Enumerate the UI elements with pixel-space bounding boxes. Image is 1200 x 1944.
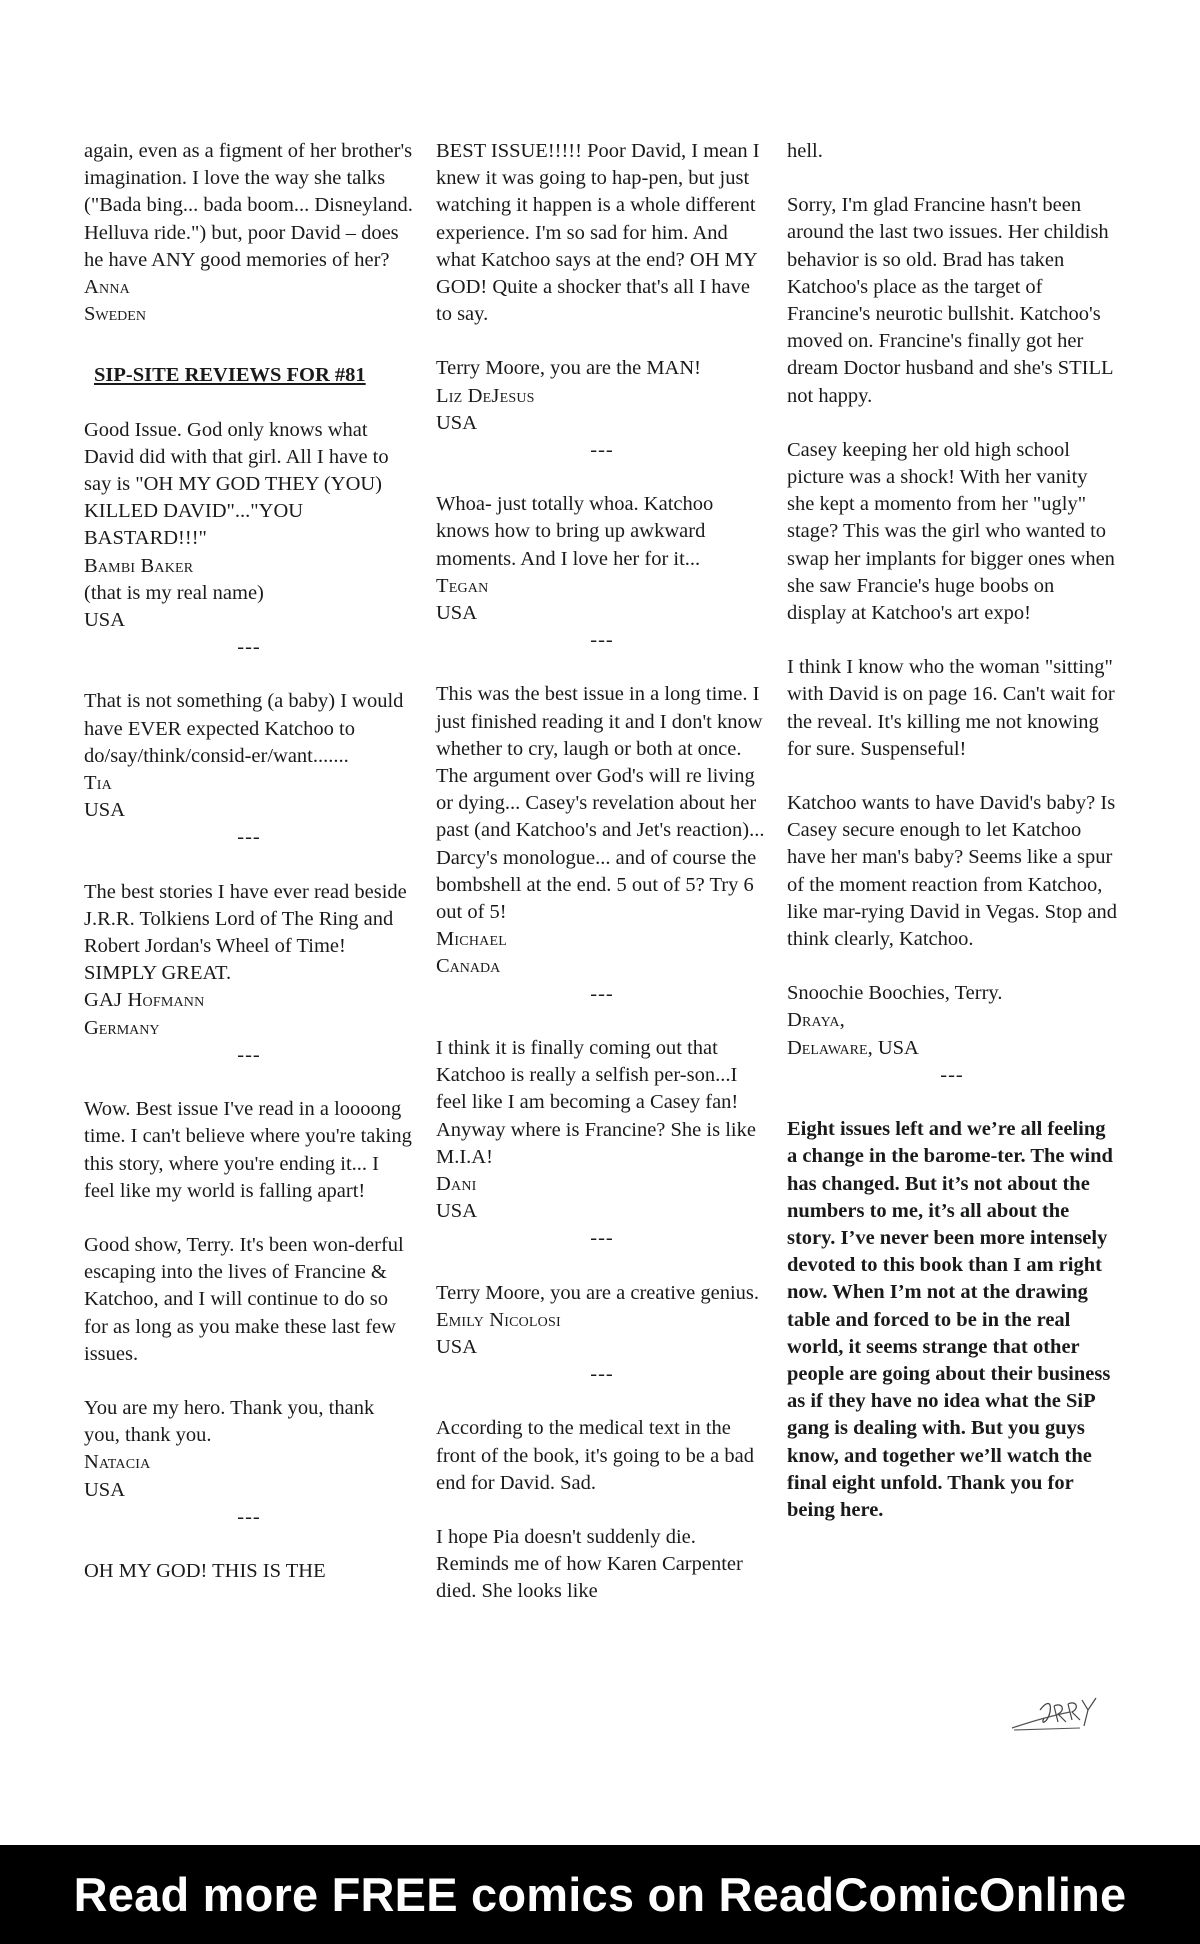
letters-column-2	[436, 138, 768, 1606]
letter-author: Emily Nicolosi	[436, 1308, 561, 1331]
letter-location: Sweden	[84, 303, 146, 326]
terry-signature	[1010, 1692, 1110, 1734]
letter-location: USA	[436, 411, 478, 434]
letter-text: Snoochie Boochies, Terry.	[787, 982, 1003, 1005]
letter-author: Liz DeJesus	[436, 384, 535, 407]
letter-location: Canada	[436, 955, 501, 978]
letter-author: GAJ Hofmann	[84, 989, 205, 1012]
letter-author: Draya,	[787, 1009, 845, 1032]
letter-location: Germany	[84, 1016, 160, 1039]
letter-text: hell.	[787, 140, 823, 162]
letter-text: OH MY GOD! THIS IS THE	[84, 1559, 326, 1582]
letter-author: Bambi Baker	[84, 554, 194, 577]
letter-separator: ---	[940, 1063, 964, 1086]
letter-location-state: Delaware	[787, 1036, 868, 1059]
letter-separator: ---	[590, 629, 614, 652]
letter-text: Casey keeping her old high school picture was a shock! With her vanity she kept a momento from her "ugly" stage? This was the girl who wanted to swap her implants for bigger ones when she saw Francie's huge boobs on display at Katchoo's art expo!	[787, 438, 1115, 625]
letter-text: I think I know who the woman "sitting" with David is on page 16. Can't wait for the reveal. It's killing me not knowing for sure. Suspenseful!	[787, 656, 1115, 760]
letter-location-country: , USA	[867, 1036, 919, 1059]
letter-author-note: (that is my real name)	[84, 581, 264, 604]
letter-author: Natacia	[84, 1451, 151, 1474]
letter-separator: ---	[590, 982, 614, 1005]
letter-text: Terry Moore, you are the MAN!	[436, 357, 701, 380]
letter-separator: ---	[237, 1505, 261, 1528]
letter-location: USA	[436, 1335, 478, 1358]
letter-location: USA	[436, 1200, 478, 1223]
section-heading: SIP-SITE REVIEWS FOR #81	[94, 364, 366, 387]
letter-text: again, even as a figment of her brother's imagination. I love the way she talks ("Bada bing... bada boom... Disneyland. Helluva ride.") but, poor David – does he have ANY good memories of her?	[84, 140, 413, 271]
letter-location: USA	[84, 609, 126, 632]
letter-author: Anna	[84, 276, 130, 299]
letter-text: Sorry, I'm glad Francine hasn't been around the last two issues. Her childish behavior is so old. Brad has taken Katchoo's place as the target of Francine's neurotic bullshit. Katchoo's moved on. Francine's finally got her dream Doctor husband and she's STILL not happy.	[787, 194, 1113, 407]
letter-location: USA	[436, 602, 478, 625]
promo-banner-text[interactable]: Read more FREE comics on ReadComicOnline	[73, 1868, 1127, 1921]
letter-author: Dani	[436, 1172, 477, 1195]
letter-location	[787, 1035, 1117, 1062]
letter-separator: ---	[237, 1043, 261, 1066]
letter-text: I hope Pia doesn't suddenly die. Reminds me of how Karen Carpenter died. She looks like	[436, 1525, 743, 1603]
letter-text: Terry Moore, you are a creative genius.	[436, 1281, 760, 1304]
letter-separator: ---	[590, 1227, 614, 1250]
letter-author: Tegan	[436, 574, 489, 597]
letter-separator: ---	[590, 1363, 614, 1386]
letter-text: Katchoo wants to have David's baby? Is Casey secure enough to let Katchoo have her man's baby? Seems like a spur of the moment reaction from Katchoo, like mar-rying David in Vegas. Stop and think clearly, Katchoo.	[787, 792, 1118, 951]
editor-response: Eight issues left and we’re all feeling a change in the barome-ter. The wind has changed. But it’s not about the numbers to me, it’s all about the story. I’ve never been more intensely devoted to this book than I am right now. When I’m not at the drawing table and forced to be in the real world, it seems strange that other people are going about their business as if they have no idea what the SiP gang is dealing with. But you guys know, and together we’ll watch the final eight unfold. Thank you for being here.	[787, 1118, 1113, 1521]
letter-text: This was the best issue in a long time. I just finished reading it and I don't know whether to cry, laugh or both at once. The argument over God's will re living or dying... Casey's revelation about her past (and Katchoo's and Jet's reaction)... Darcy's monologue... and of course the bombshell at the end. 5 out of 5? Try 6 out of 5!	[436, 683, 765, 924]
letter-author: Michael	[436, 928, 507, 951]
letter-separator: ---	[237, 826, 261, 849]
letter-text: Whoa- just totally whoa. Katchoo knows how to bring up awkward moments. And I love her for it...	[436, 493, 714, 570]
letter-location: USA	[84, 1478, 126, 1501]
letter-text: That is not something (a baby) I would have EVER expected Katchoo to do/say/think/consid-er/want.......	[84, 690, 404, 767]
letter-author: Tia	[84, 772, 112, 795]
letter-text: I think it is finally coming out that Katchoo is really a selfish per-son...I feel like I am becoming a Casey fan! Anyway where is Francine? She is like M.I.A!	[436, 1036, 756, 1168]
letter-text: BEST ISSUE!!!!! Poor David, I mean I knew it was going to hap-pen, but just watching it happen is a whole different experience. I'm so sad for him. And what Katchoo says at the end? OH MY GOD! Quite a shocker that's all I have to say.	[436, 140, 760, 326]
letter-separator: ---	[237, 636, 261, 659]
promo-banner[interactable]	[0, 1845, 1200, 1944]
letter-text: Good Issue. God only knows what David did with that girl. All I have to say is "OH MY GOD THEY (YOU) KILLED DAVID"..."YOU BASTARD!!!"	[84, 418, 389, 550]
letters-column-1	[84, 138, 414, 1585]
letter-separator: ---	[590, 439, 614, 462]
letter-text: You are my hero. Thank you, thank you, thank you.	[84, 1396, 375, 1447]
letter-location: USA	[84, 799, 126, 822]
letter-text: Good show, Terry. It's been won-derful escaping into the lives of Francine & Katchoo, and I will continue to do so for as long as you make these last few issues.	[84, 1233, 404, 1365]
letter-text: According to the medical text in the front of the book, it's going to be a bad end for David. Sad.	[436, 1417, 754, 1494]
letter-text: The best stories I have ever read beside J.R.R. Tolkiens Lord of The Ring and Robert Jordan's Wheel of Time! SIMPLY GREAT.	[84, 880, 407, 985]
letters-column-3	[787, 138, 1117, 1524]
letter-text: Wow. Best issue I've read in a loooong time. I can't believe where you're taking this story, where you're ending it... I feel like my world is falling apart!	[84, 1098, 412, 1202]
